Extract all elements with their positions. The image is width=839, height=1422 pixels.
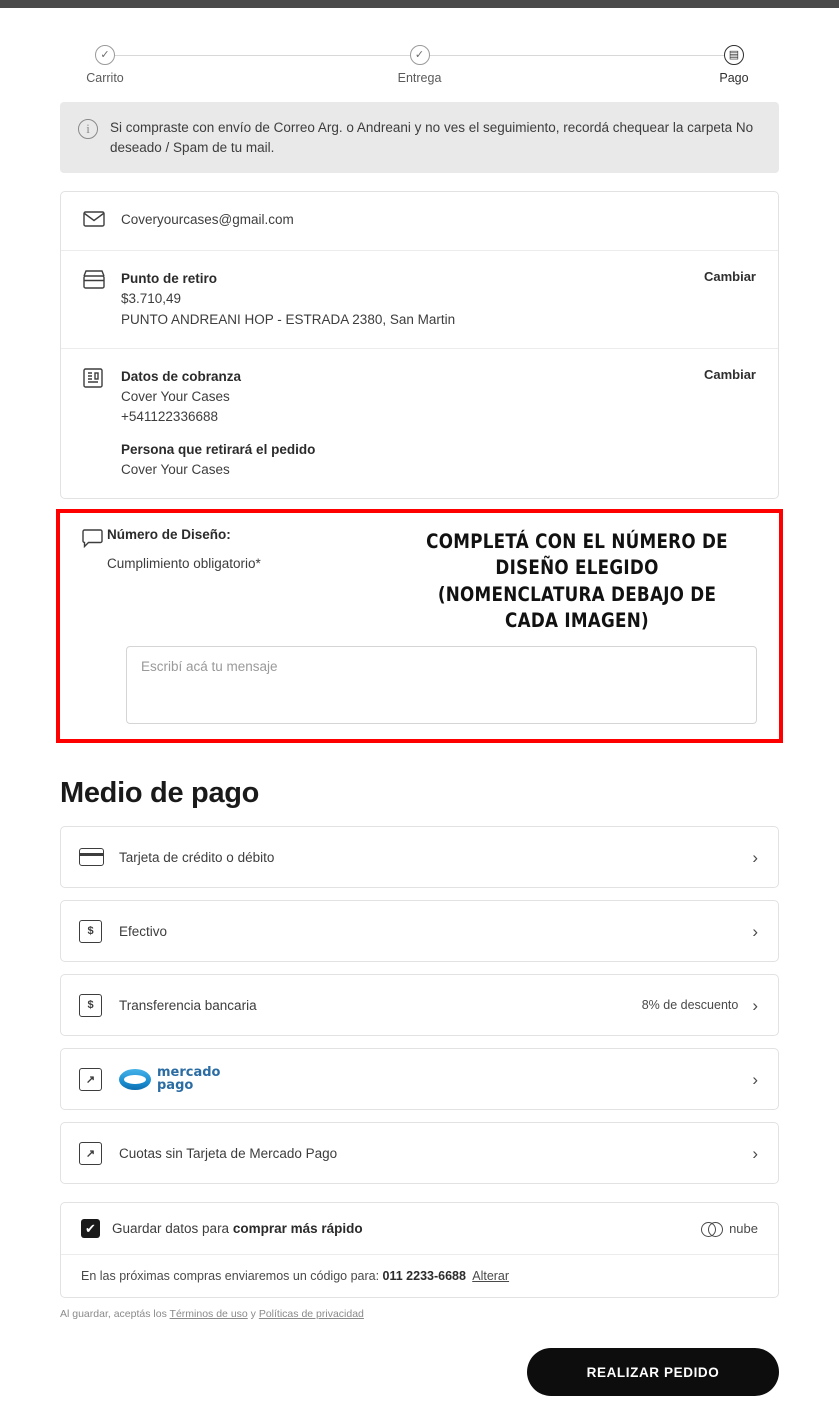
chevron-right-icon: › <box>752 995 758 1015</box>
info-banner <box>60 102 779 173</box>
terms-of-use-link[interactable]: Términos de uso <box>169 1308 248 1321</box>
chevron-right-icon: › <box>752 847 758 867</box>
summary-pickup-person-title: Persona que retirará el pedido <box>121 441 316 457</box>
mercado-pago-logo-line-1: mercado <box>157 1064 221 1080</box>
summary-billing-phone: +541122336688 <box>121 409 218 425</box>
check-circle-icon: ✓ <box>95 45 115 65</box>
mercado-pago-logo-line-2: pago <box>157 1078 194 1094</box>
design-number-section <box>56 509 783 743</box>
privacy-policy-link[interactable]: Políticas de privacidad <box>258 1308 364 1321</box>
terms-middle: y <box>247 1308 259 1321</box>
payment-circle-icon: ▤ <box>724 45 744 65</box>
cash-icon: $ <box>79 920 119 943</box>
external-link-icon: ↗ <box>79 1142 119 1165</box>
chevron-right-icon: › <box>752 1069 758 1089</box>
design-message-input[interactable] <box>126 646 757 724</box>
info-icon: i <box>78 119 98 139</box>
summary-email-value: Coveryourcases@gmail.com <box>121 212 294 228</box>
summary-pickup-price: $3.710,49 <box>121 291 182 307</box>
step-payment[interactable] <box>689 28 779 85</box>
info-banner-text: Si compraste con envío de Correo Arg. o Andreani y no ves el seguimiento, recordá chequear la carpeta No deseado / Spam de tu mail. <box>110 120 754 155</box>
change-billing-link[interactable]: Cambiar <box>703 366 756 382</box>
design-number-label: Número de Diseño: <box>106 527 231 543</box>
mercado-pago-logo <box>119 1066 752 1093</box>
store-icon <box>83 269 121 294</box>
mercado-pago-icon <box>119 1069 151 1090</box>
nube-logo-icon <box>701 1222 723 1235</box>
design-instruction-banner <box>422 527 732 634</box>
summary-billing-title: Datos de cobranza <box>121 368 242 384</box>
credit-card-icon <box>79 848 119 866</box>
summary-pickup-address: PUNTO ANDREANI HOP - ESTRADA 2380, San Martin <box>121 311 456 327</box>
design-required-note: Cumplimiento obligatorio* <box>106 556 261 572</box>
chevron-right-icon: › <box>752 921 758 941</box>
payment-option-bank-transfer[interactable] <box>60 974 779 1036</box>
payment-option-label: Transferencia bancaria <box>119 997 257 1013</box>
step-cart[interactable] <box>60 28 150 85</box>
save-data-card <box>60 1202 779 1298</box>
save-data-label <box>112 1221 701 1236</box>
step-delivery[interactable] <box>375 28 465 85</box>
save-data-checkbox[interactable]: ✔ <box>81 1219 100 1238</box>
billing-document-icon <box>83 367 121 393</box>
summary-row-billing <box>61 348 778 498</box>
payment-option-credit-card[interactable] <box>60 826 779 888</box>
external-link-icon: ↗ <box>79 1068 119 1091</box>
cta-row <box>60 1348 779 1396</box>
envelope-icon <box>83 210 121 232</box>
terms-prefix: Al guardar, aceptás los <box>60 1308 170 1321</box>
payment-option-label: Tarjeta de crédito o débito <box>119 849 275 865</box>
step-delivery-label: Entrega <box>397 71 442 85</box>
message-bubble-icon <box>82 527 107 553</box>
top-bar <box>0 0 839 8</box>
save-data-label-prefix: Guardar datos para <box>112 1221 233 1237</box>
nube-brand <box>701 1221 758 1236</box>
summary-row-pickup <box>61 250 778 348</box>
nube-brand-label: nube <box>729 1221 758 1237</box>
summary-billing-name: Cover Your Cases <box>121 389 230 405</box>
design-instruction-line-1: COMPLETÁ CON EL NÚMERO DE DISEÑO ELEGIDO <box>426 530 728 580</box>
summary-row-email <box>61 192 778 250</box>
payment-option-discount-note: 8% de descuento <box>641 998 739 1013</box>
payment-section-title: Medio de pago <box>60 777 260 810</box>
alter-phone-link[interactable]: Alterar <box>472 1269 510 1284</box>
save-data-phone-row <box>61 1254 778 1297</box>
summary-pickup-title: Punto de retiro <box>121 271 218 287</box>
step-payment-label: Pago <box>719 71 749 85</box>
payment-option-mp-installments[interactable] <box>60 1122 779 1184</box>
checkout-stepper <box>60 28 779 88</box>
save-data-code-prefix: En las próximas compras enviaremos un código para: <box>81 1269 383 1284</box>
place-order-button[interactable]: REALIZAR PEDIDO <box>527 1348 779 1396</box>
terms-text <box>60 1308 779 1320</box>
bank-transfer-icon: $ <box>79 994 119 1017</box>
save-data-phone: 011 2233-6688 <box>382 1269 466 1284</box>
payment-option-label: Efectivo <box>119 923 168 939</box>
chevron-right-icon: › <box>752 1143 758 1163</box>
change-pickup-link[interactable]: Cambiar <box>703 269 756 285</box>
payment-option-cash[interactable] <box>60 900 779 962</box>
check-circle-icon: ✓ <box>410 45 430 65</box>
order-summary-card <box>60 191 779 499</box>
summary-pickup-person-name: Cover Your Cases <box>121 461 230 477</box>
step-cart-label: Carrito <box>86 71 124 85</box>
payment-option-mercado-pago[interactable] <box>60 1048 779 1110</box>
payment-option-label: Cuotas sin Tarjeta de Mercado Pago <box>119 1145 338 1161</box>
save-data-label-strong: comprar más rápido <box>232 1221 363 1237</box>
design-instruction-line-2: (NOMENCLATURA DEBAJO DE CADA IMAGEN) <box>437 582 717 633</box>
